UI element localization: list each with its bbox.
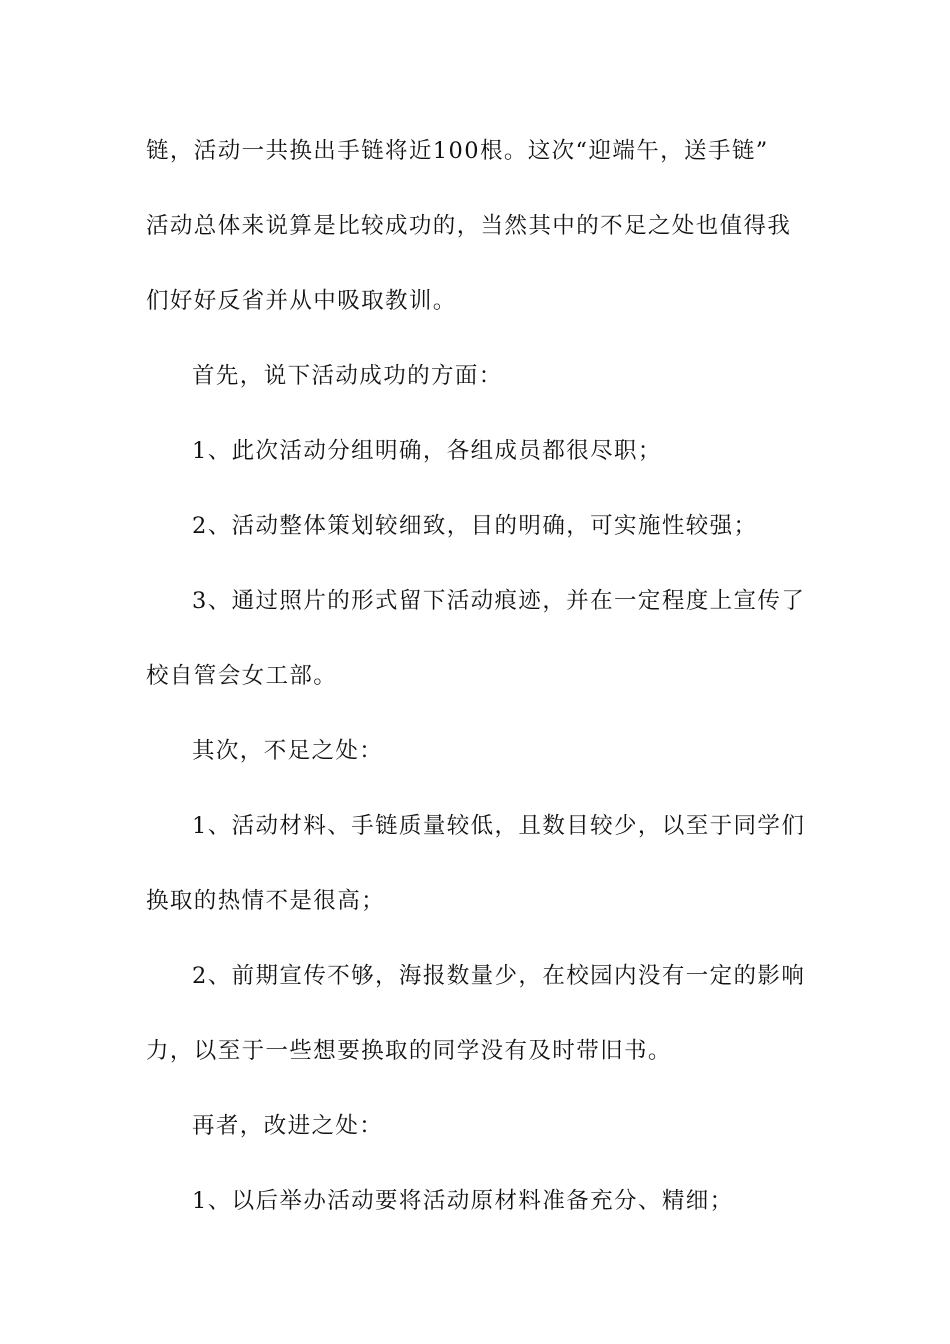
paragraph-line: 链，活动一共换出手链将近100根。这次“迎端午，送手链”	[146, 138, 769, 164]
list-item: 1、活动材料、手链质量较低，且数目较少，以至于同学们	[192, 813, 806, 839]
section-heading-shortcomings: 其次，不足之处：	[192, 738, 384, 764]
list-item-continuation: 校自管会女工部。	[146, 663, 338, 689]
paragraph-line: 们好好反省并从中吸取教训。	[146, 288, 457, 314]
list-item: 2、活动整体策划较细致，目的明确，可实施性较强；	[192, 513, 758, 539]
paragraph-line: 活动总体来说算是比较成功的，当然其中的不足之处也值得我	[146, 213, 792, 239]
list-item: 2、前期宣传不够，海报数量少，在校园内没有一定的影响	[192, 963, 806, 989]
list-item: 1、此次活动分组明确，各组成员都很尽职；	[192, 438, 662, 464]
list-item-continuation: 换取的热情不是很高；	[146, 888, 386, 914]
list-item-continuation: 力，以至于一些想要换取的同学没有及时带旧书。	[146, 1038, 672, 1064]
list-item: 3、通过照片的形式留下活动痕迹，并在一定程度上宣传了	[192, 588, 806, 614]
section-heading-success: 首先，说下活动成功的方面：	[192, 363, 503, 389]
section-heading-improvements: 再者，改进之处：	[192, 1113, 384, 1139]
list-item: 1、以后举办活动要将活动原材料准备充分、精细；	[192, 1188, 734, 1214]
